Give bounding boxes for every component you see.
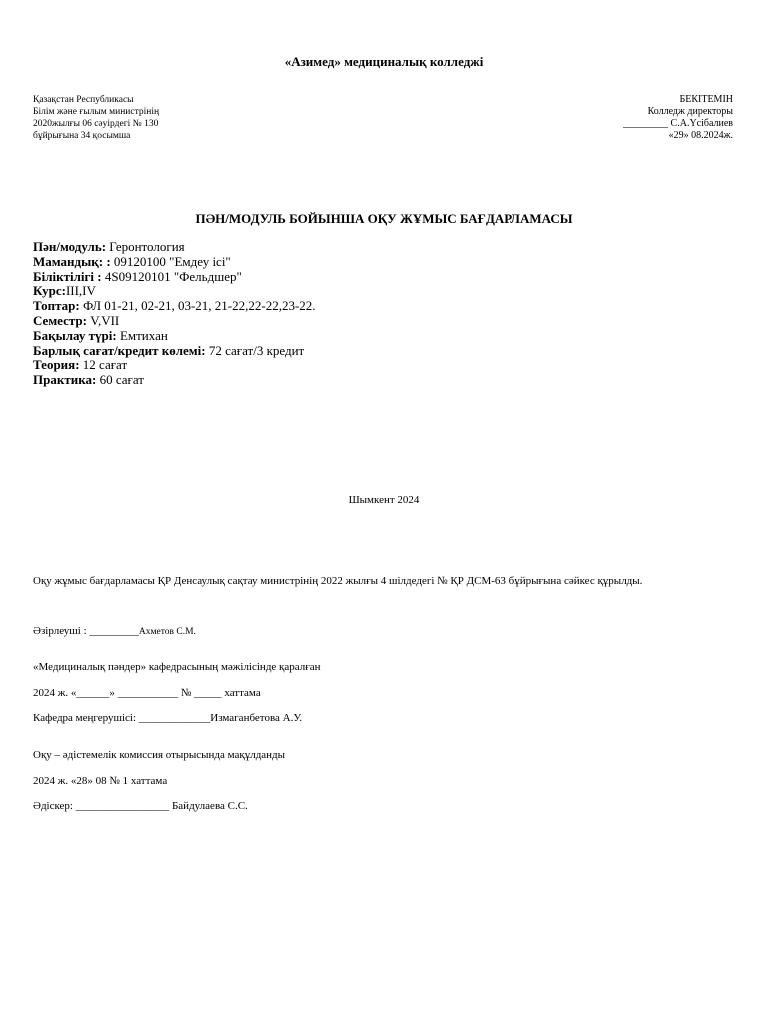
info-value: 09120100 "Емдеу ісі" <box>110 253 231 269</box>
methodist-line: Әдіскер: _________________ Байдулаева С.С. <box>33 800 248 812</box>
info-label: Барлық сағат/кредит көлемі: <box>33 342 206 358</box>
info-value: 72 сағат/3 кредит <box>205 342 305 358</box>
info-control-type <box>33 329 316 344</box>
info-course <box>33 284 316 299</box>
info-specialty <box>33 255 316 270</box>
ministry-note-line: бұйрығына 34 қосымша <box>33 131 131 141</box>
info-total-hours <box>33 344 316 359</box>
info-label: Теория: <box>33 357 80 373</box>
info-value: III,IV <box>65 283 96 299</box>
approval-line: Колледж директоры <box>647 106 733 117</box>
approval-line: «29» 08.2024ж. <box>668 130 733 141</box>
developer-label: Әзірлеуші : _________ <box>33 625 139 637</box>
basis-text: Оқу жұмыс бағдарламасы ҚР Денсаулық сақтау министрінің 2022 жылғы 4 шілдедегі № ҚР ДСМ-63 бұйрығына сәйкес құрылды. <box>33 575 643 587</box>
info-qualification <box>33 270 316 285</box>
info-label: Курс: <box>33 283 66 299</box>
info-semester <box>33 314 316 329</box>
department-review: «Медициналық пәндер» кафедрасының мәжілісінде қаралған <box>33 661 321 673</box>
info-value: 4S09120101 "Фельдшер" <box>101 268 242 284</box>
program-title: ПӘН/МОДУЛЬ БОЙЫНША ОҚУ ЖҰМЫС БАҒДАРЛАМАСЫ <box>195 211 573 226</box>
approval-line: _________ С.А.Үсібалиев <box>623 118 733 129</box>
department-protocol: 2024 ж. «______» ___________ № _____ хаттама <box>33 687 261 699</box>
ministry-note-line: Қазақстан Республикасы <box>33 95 134 105</box>
info-label: Біліктілігі : <box>33 268 102 284</box>
info-value: ФЛ 01-21, 02-21, 03-21, 21-22,22-22,23-22. <box>79 298 316 314</box>
info-value: V,VII <box>86 312 120 328</box>
developer-line <box>33 625 196 637</box>
ministry-order-note <box>33 94 159 142</box>
ministry-note-line: Білім және ғылым министрінің <box>33 107 160 117</box>
info-value: 60 сағат <box>96 372 144 388</box>
info-value: 12 сағат <box>79 357 128 373</box>
info-groups <box>33 299 316 314</box>
developer-name: Ахметов С.М. <box>138 627 196 637</box>
approval-line: БЕКІТЕМІН <box>679 94 733 105</box>
info-label: Бақылау түрі: <box>33 327 117 343</box>
department-head: Кафедра меңгерушісі: _____________Измаганбетова А.У. <box>33 712 303 724</box>
info-label: Семестр: <box>33 312 87 328</box>
program-info <box>33 240 316 388</box>
info-value: Емтихан <box>116 327 168 343</box>
info-label: Практика: <box>33 372 97 388</box>
info-label: Топтар: <box>33 298 80 314</box>
info-label: Мамандық: : <box>33 253 111 269</box>
commission-approval: Оқу – әдістемелік комиссия отырысында мақұлданды <box>33 749 286 761</box>
college-title: «Азимед» медициналық колледжі <box>284 54 484 69</box>
ministry-note-line: 2020жылғы 06 сәуірдегі № 130 <box>33 119 159 129</box>
city-year: Шымкент 2024 <box>348 494 420 506</box>
info-discipline <box>33 240 316 255</box>
info-label: Пән/модуль: <box>33 239 107 254</box>
approval-block <box>623 94 733 142</box>
info-theory <box>33 358 316 373</box>
info-value: Геронтология <box>106 239 185 254</box>
info-practice <box>33 373 316 388</box>
commission-protocol: 2024 ж. «28» 08 № 1 хаттама <box>33 775 168 787</box>
